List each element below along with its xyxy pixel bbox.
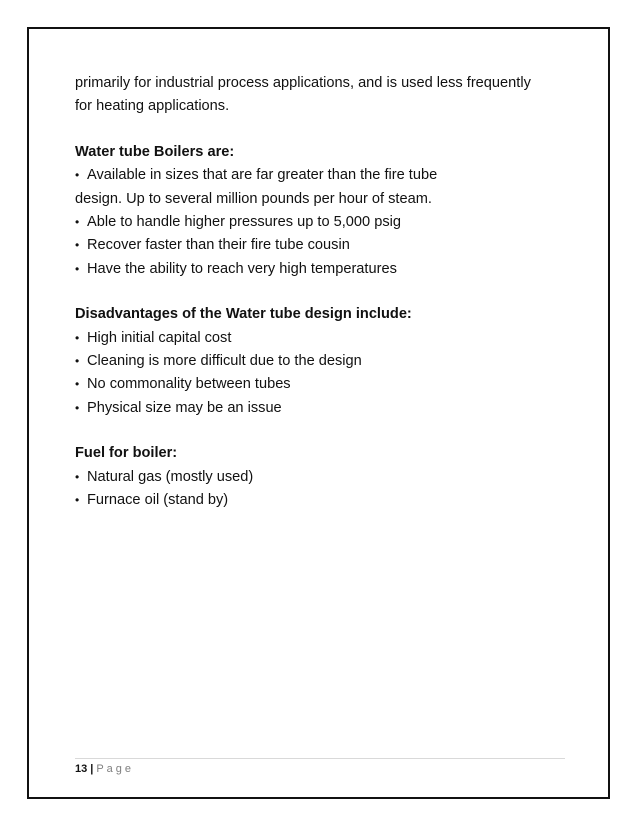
bullet-icon: • [75, 330, 80, 345]
disadvantage-item [75, 350, 575, 373]
bullet-icon: • [75, 377, 80, 392]
disadvantage-item-text: High initial capital cost [87, 329, 232, 346]
footer-separator: | [90, 763, 94, 775]
intro-line-2: for heating applications. [75, 98, 230, 115]
disadvantages-section [75, 303, 575, 420]
disadvantage-item [75, 373, 575, 396]
water-tube-item-2-text: Able to handle higher pressures up to 5,000 psig [87, 214, 401, 231]
bullet-icon: • [75, 261, 80, 276]
fuel-heading: Fuel for boiler: [75, 445, 178, 462]
water-tube-item-4-text: Have the ability to reach very high temperatures [87, 260, 397, 277]
bullet-icon: • [75, 469, 80, 484]
water-tube-item-3 [75, 234, 575, 257]
bullet-icon: • [75, 238, 80, 253]
disadvantage-item-text: Cleaning is more difficult due to the design [87, 353, 362, 370]
fuel-item [75, 489, 575, 512]
page-label: Page [96, 763, 135, 775]
page-number: 13 [75, 763, 88, 775]
disadvantage-item-text: Physical size may be an issue [87, 399, 282, 416]
disadvantage-item [75, 327, 575, 350]
bullet-icon: • [75, 400, 80, 415]
water-tube-item-3-text: Recover faster than their fire tube cousin [87, 237, 350, 254]
fuel-section [75, 442, 575, 512]
bullet-icon: • [75, 215, 80, 230]
water-tube-heading: Water tube Boilers are: [75, 143, 235, 160]
bullet-icon: • [75, 168, 80, 183]
water-tube-section [75, 141, 575, 281]
fuel-item-text: Furnace oil (stand by) [87, 492, 229, 509]
water-tube-item-1 [75, 164, 575, 187]
water-tube-item-1-continuation: design. Up to several million pounds per hour of steam. [75, 190, 432, 207]
disadvantages-heading: Disadvantages of the Water tube design include: [75, 306, 412, 323]
disadvantage-item-text: No commonality between tubes [87, 376, 291, 393]
fuel-item [75, 466, 575, 489]
page-footer [75, 762, 134, 776]
disadvantage-item [75, 397, 575, 420]
intro-line-1: primarily for industrial process applications, and is used less frequently [75, 75, 531, 91]
page-content [75, 72, 575, 513]
water-tube-item-2 [75, 211, 575, 234]
water-tube-item-1-text: Available in sizes that are far greater than the fire tube [87, 167, 438, 184]
water-tube-item-4 [75, 258, 575, 281]
bullet-icon: • [75, 493, 80, 508]
bullet-icon: • [75, 354, 80, 369]
fuel-item-text: Natural gas (mostly used) [87, 468, 254, 485]
footer-divider [75, 758, 565, 759]
intro-paragraph [75, 72, 575, 119]
